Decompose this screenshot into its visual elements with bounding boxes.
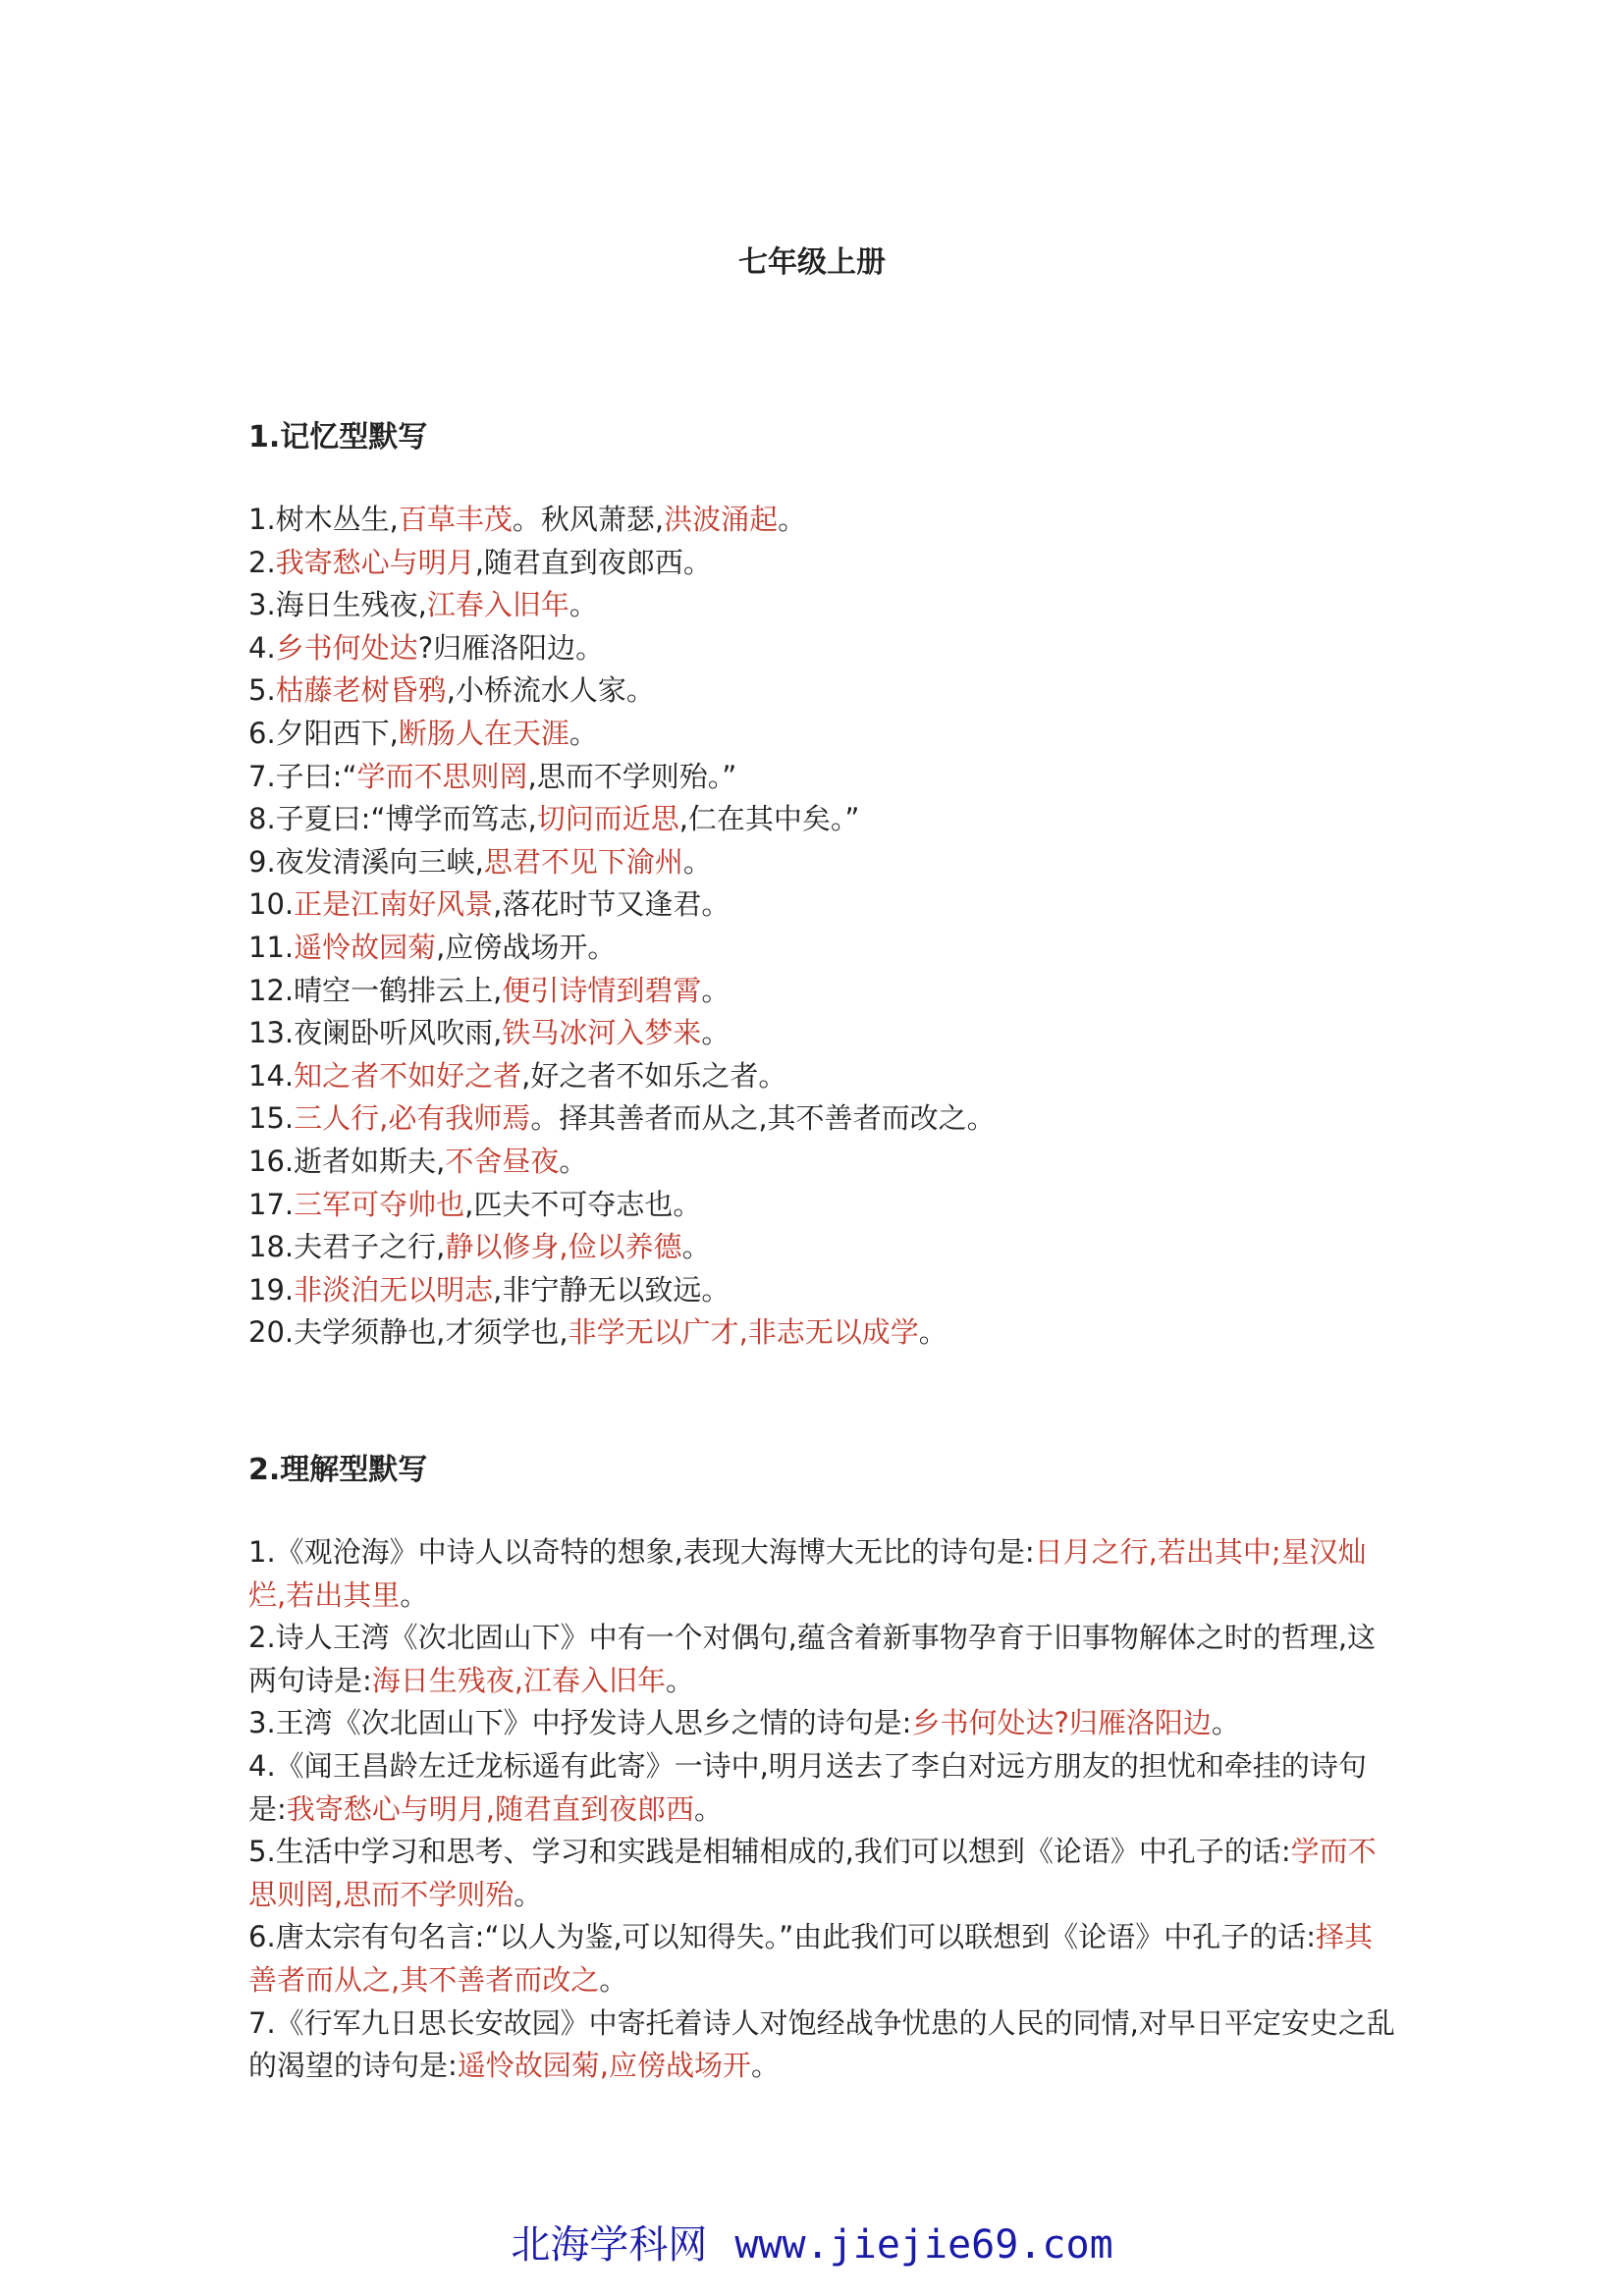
question-text: ,应傍战场开。 [436,930,617,964]
question-text: 。 [694,1791,724,1826]
list-item [248,542,1397,585]
question-text: 。 [918,1315,947,1350]
item-number: 19. [248,1272,295,1307]
answer-text: 便引诗情到碧霄 [502,973,702,1007]
question-text: 逝者如斯夫, [294,1144,446,1178]
question-text: 。择其善者而从之,其不善者而改之。 [530,1101,996,1136]
understanding-dictation-list [248,1531,1397,2088]
answer-text: 非学无以广才,非志无以成学 [568,1315,919,1350]
list-item [248,1226,1397,1269]
question-text: 夕阳西下, [275,716,399,750]
question-text: ?归雁洛阳边。 [417,630,605,665]
answer-text: 乡书何处达?归雁洛阳边 [911,1706,1212,1740]
page-title: 七年级上册 [738,245,886,280]
question-text: 《行军九日思长安故园》中寄托着诗人对饱经战争忧患的人民的同情,对早日平定安史之乱的渴望的诗句是: [248,2005,1395,2083]
section-heading-understanding: 2.理解型默写 [248,1453,428,1487]
list-item [248,1097,1397,1141]
answer-text: 洪波涌起 [664,503,779,536]
footer-url[interactable]: www.jiejie69.com [734,2222,1113,2268]
question-text: 。 [559,1144,588,1178]
question-text: 生活中学习和思考、学习和实践是相辅相成的,我们可以想到《论语》中孔子的话: [275,1835,1291,1869]
question-text: 。 [599,1962,628,1997]
answer-text: 非淡泊无以明志 [294,1272,494,1307]
question-text: 王湾《次北固山下》中抒发诗人思乡之情的诗句是: [275,1706,912,1740]
item-number: 17. [248,1187,295,1221]
question-text: ,落花时节又逢君。 [493,887,731,922]
answer-text: 切问而近思 [536,802,679,836]
item-number: 2. [248,545,276,579]
item-number: 15. [248,1101,295,1136]
list-item [248,627,1397,670]
question-text: 海日生残夜, [275,588,427,622]
item-number: 20. [248,1315,295,1350]
answer-text: 学而不思则罔 [356,759,528,793]
list-item [248,841,1397,884]
question-text: ,思而不学则殆。” [527,759,737,793]
answer-text: 我寄愁心与明月 [275,545,475,579]
item-number: 6. [248,1920,276,1954]
question-text: ,仁在其中矣。” [678,802,860,836]
question-text: ,随君直到夜郎西。 [474,545,712,579]
list-item [248,970,1397,1013]
question-text: 《闻王昌龄左迁龙标遥有此寄》一诗中,明月送去了李白对远方朋友的担忧和牵挂的诗句是: [248,1748,1367,1826]
list-item [248,1831,1397,1916]
answer-text: 正是江南好风景 [294,887,494,922]
answer-text: 枯藤老树昏鸦 [275,673,447,708]
list-item [248,1269,1397,1312]
question-text: 树木丛生, [275,503,399,536]
question-text: 。 [778,503,807,536]
item-number: 5. [248,673,276,708]
item-number: 5. [248,1835,276,1869]
item-number: 18. [248,1230,295,1264]
question-text: ,非宁静无以致远。 [493,1272,731,1307]
list-item [248,1617,1397,1702]
answer-text: 遥怜故园菊 [294,930,437,964]
answer-text: 江春入旧年 [426,588,569,622]
question-text: 诗人王湾《次北固山下》中有一个对偶句,蕴含着新事物孕育于旧事物解体之时的哲理,这两句诗是: [248,1621,1377,1697]
item-number: 12. [248,973,295,1007]
answer-text: 学而不思则罔,思而不学则殆 [248,1835,1377,1911]
question-text: ,匹夫不可夺志也。 [464,1187,702,1221]
list-item [248,927,1397,970]
list-item [248,1055,1397,1098]
question-text: 。 [514,1877,543,1911]
answer-text: 我寄愁心与明月,随君直到夜郎西 [286,1791,695,1826]
list-item [248,756,1397,799]
answer-text: 思君不见下渝州 [483,844,683,879]
answer-text: 三军可夺帅也 [294,1187,465,1221]
answer-text: 择其善者而从之,其不善者而改之 [248,1920,1373,1997]
item-number: 9. [248,844,276,879]
list-item [248,499,1397,542]
answer-text: 断肠人在天涯 [398,716,569,750]
list-item [248,584,1397,627]
footer-brand: 北海学科网 [511,2222,708,2268]
list-item [248,713,1397,756]
list-item [248,1012,1397,1055]
item-number: 4. [248,1748,276,1783]
question-text: 《观沧海》中诗人以奇特的想象,表现大海博大无比的诗句是: [275,1535,1035,1569]
item-number: 7. [248,2005,276,2040]
question-text: 唐太宗有句名言:“以人为鉴,可以知得失。”由此我们可以联想到《论语》中孔子的话: [275,1920,1316,1954]
question-text: 夜阑卧听风吹雨, [294,1016,503,1050]
answer-text: 海日生残夜,江春入旧年 [371,1663,666,1697]
list-item [248,798,1397,841]
list-item [248,1916,1397,2002]
item-number: 6. [248,716,276,750]
list-item [248,669,1397,713]
footer-watermark [0,2220,1624,2269]
question-text: 。秋风萧瑟, [512,503,665,536]
question-text: 。 [682,844,712,879]
item-number: 11. [248,930,295,964]
item-number: 3. [248,588,276,622]
question-text: 。 [400,1577,429,1612]
question-text: ,小桥流水人家。 [446,673,655,708]
answer-text: 静以修身,俭以养德 [445,1230,682,1264]
item-number: 10. [248,887,295,922]
memory-dictation-list [248,499,1397,1355]
list-item [248,1531,1397,1617]
answer-text: 三人行,必有我师焉 [294,1101,531,1136]
list-item [248,1311,1397,1355]
item-number: 3. [248,1706,276,1740]
item-number: 1. [248,1535,276,1569]
question-text: 。 [568,716,598,750]
question-text: 。 [681,1230,711,1264]
answer-text: 日月之行,若出其中;星汉灿烂,若出其里 [248,1535,1367,1612]
answer-text: 知之者不如好之者 [294,1058,522,1093]
question-text: 。 [666,1663,695,1697]
item-number: 7. [248,759,276,793]
item-number: 4. [248,630,276,665]
list-item [248,1702,1397,1745]
list-item [248,1745,1397,1831]
item-number: 14. [248,1058,295,1093]
answer-text: 乡书何处达 [275,630,418,665]
answer-text: 遥怜故园菊,应傍战场开 [457,2049,751,2083]
question-text: 。 [751,2049,781,2083]
item-number: 13. [248,1016,295,1050]
section-heading-memory: 1.记忆型默写 [248,420,428,454]
question-text: 。 [701,973,731,1007]
question-text: 。 [701,1016,731,1050]
question-text: 晴空一鹤排云上, [294,973,503,1007]
item-number: 16. [248,1144,295,1178]
question-text: 夫君子之行, [294,1230,446,1264]
list-item [248,1184,1397,1227]
list-item [248,2002,1397,2088]
answer-text: 百草丰茂 [398,503,513,536]
question-text: 。 [1211,1706,1240,1740]
question-text: 夫学须静也,才须学也, [294,1315,568,1350]
question-text: 。 [568,588,598,622]
list-item [248,883,1397,927]
question-text: 夜发清溪向三峡, [275,844,484,879]
answer-text: 不舍昼夜 [445,1144,560,1178]
item-number: 8. [248,802,276,836]
question-text: 子曰:“ [275,759,357,793]
list-item [248,1141,1397,1184]
item-number: 1. [248,503,276,536]
question-text: 子夏曰:“博学而笃志, [275,802,537,836]
question-text: ,好之者不如乐之者。 [521,1058,787,1093]
item-number: 2. [248,1621,276,1655]
answer-text: 铁马冰河入梦来 [502,1016,702,1050]
